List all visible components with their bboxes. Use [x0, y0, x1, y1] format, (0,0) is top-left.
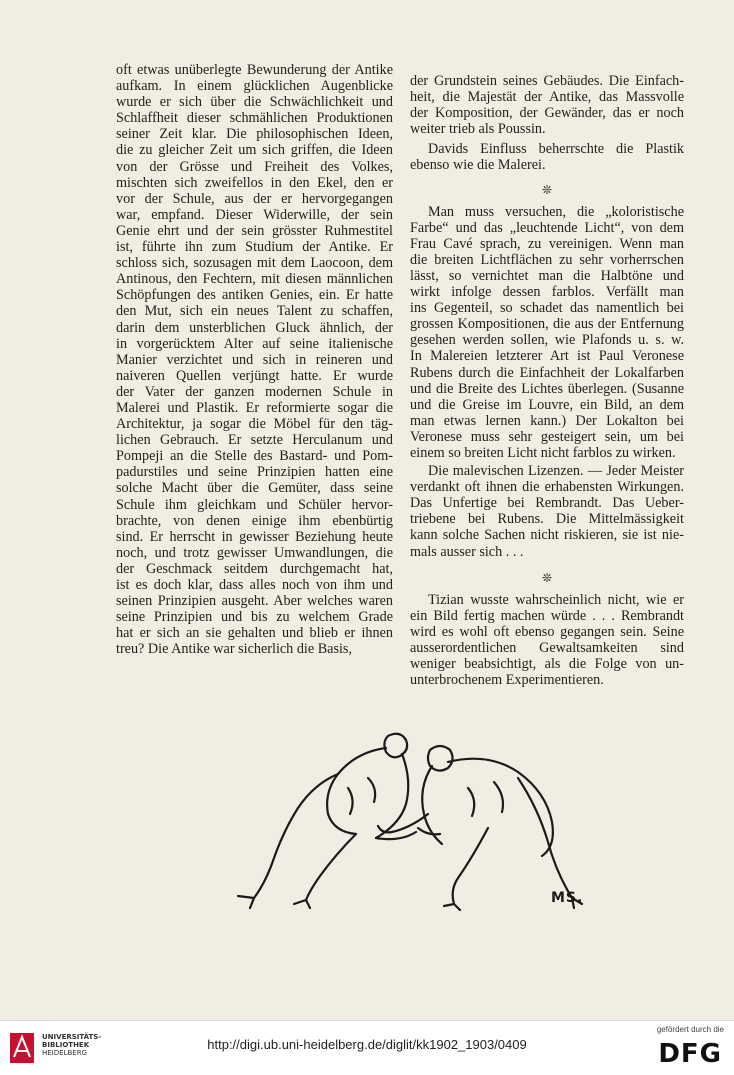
text-line: Antinous, den Fechtern, mit diesen männlichen: [116, 271, 393, 288]
library-name-line-1: UNIVERSITÄTS-: [42, 1033, 102, 1041]
text-line: Tizian wusste wahrscheinlich nicht, wie er: [428, 591, 684, 608]
right-paragraph-5: [410, 592, 684, 689]
text-line: wirkt infolge dessen farblos. Verfällt man: [410, 284, 684, 301]
funded-by-label: gefördert durch die: [656, 1025, 724, 1034]
text-line: treu? Die Antike war sicherlich die Basis,: [116, 641, 352, 658]
text-line: den Mut, sich ein neues Talent zu schaffen,: [116, 303, 393, 320]
text-line: Manier verzichtet und sich in reineren und: [116, 351, 393, 368]
text-line: Pompeji an die Stelle des Bastard- und Pom-: [116, 448, 393, 465]
text-line: In Malereien letzterer Art ist Paul Veronese: [410, 348, 684, 365]
dfg-logo: DFG: [658, 1039, 722, 1069]
text-line: der Vater der ganzen modernen Schule in: [116, 383, 393, 400]
text-line: war, empfand. Dieser Widerwille, der sein: [116, 206, 393, 223]
text-line: ebenso wie die Malerei.: [410, 157, 546, 174]
right-paragraph-4: [410, 463, 684, 560]
wrestlers-drawing: [218, 718, 598, 918]
section-separator-icon: ❊: [541, 182, 553, 197]
text-line: brachte, von denen einige ihm ebenbürtig: [116, 512, 393, 529]
text-line: man etwas lernen kann.) Der Lokalton bei: [410, 412, 684, 429]
text-line: Genie ehrt und der sein grösster Ruhmestitel: [116, 222, 393, 239]
library-name-line-3: HEIDELBERG: [42, 1049, 87, 1057]
text-line: schloss sich, sozusagen mit dem Laocoon, dem: [116, 255, 393, 272]
text-line: kann solche Sachen nicht riskieren, sie ist nie-: [410, 527, 684, 544]
text-line: wird es wohl oft ebenso gegangen sein. Seine: [410, 623, 684, 640]
wrestlers-illustration: [218, 718, 598, 918]
artist-signature: MS.: [551, 890, 584, 906]
right-text-column: [410, 73, 684, 688]
section-separator-icon-2: ❊: [541, 570, 553, 585]
text-line: noch, und trotz gewisser Umwandlungen, die: [116, 544, 393, 561]
text-line: Veronese muss sehr gesteigert sein, um bei: [410, 428, 684, 445]
text-line: Farbe“ und das „leuchtende Licht“, von dem: [410, 219, 684, 236]
text-line: einem so breiten Licht nicht farblos zu wirken.: [410, 444, 676, 461]
text-line: gesehen werden sollen, wie Plafonds u. s. w.: [410, 332, 684, 349]
text-line: hat er sich an sie gehalten und blieb er ihnen: [116, 625, 393, 642]
text-line: mischten sich zweifellos in den Ekel, den er: [116, 174, 393, 191]
text-line: vor der Schule, aus der er hervorgegangen: [116, 190, 393, 207]
text-line: naiveren Quellen verjüngt hatte. Er wurde: [116, 367, 393, 384]
text-line: aufkam. In einem glücklichen Augenblicke: [116, 78, 393, 95]
text-line: Die malevischen Lizenzen. — Jeder Meister: [428, 463, 684, 480]
text-line: Das Unfertige bei Rembrandt. Das Ueber-: [410, 495, 684, 512]
text-line: padurstiles und seine Prinzipien hatten eine: [116, 464, 393, 481]
text-line: mals ausser sich . . .: [410, 543, 524, 560]
text-line: Man muss versuchen, die „koloristische: [428, 203, 684, 220]
text-line: von der Grösse und Freiheit des Volkes,: [116, 158, 393, 175]
text-line: die zu gleicher Zeit um sich griffen, die Ideen: [116, 142, 393, 159]
text-line: grossen Kompositionen, die aus der Entfernung: [410, 316, 684, 333]
text-line: Frau Cavé sprach, zu vereinigen. Wenn man: [410, 235, 684, 252]
text-line: ins Gegenteil, so schadet das namentlich bei: [410, 300, 684, 317]
text-line: ausserordentlichen Gewaltsamkeiten sind: [410, 639, 684, 656]
text-line: Rubens durch die Einfachheit der Lokalfarben: [410, 364, 684, 381]
text-line: triebene bei Rubens. Die Mittelmässigkeit: [410, 511, 684, 528]
right-paragraph-1: [410, 73, 684, 137]
text-line: wurde er sich über die Schwächlichkeit und: [116, 94, 393, 111]
text-line: lässt, so vernichtet man die Halbtöne und: [410, 267, 684, 284]
text-line: unterbrochenem Experimentieren.: [410, 672, 604, 689]
text-line: seinen Prinzipien ausgeht. Aber welches waren: [116, 593, 393, 610]
text-line: ein Bild fertig machen würde . . . Rembrandt: [410, 607, 684, 624]
text-line: sind. Er herrscht in gewisser Beziehung heute: [116, 528, 393, 545]
library-name-line-2: BIBLIOTHEK: [42, 1041, 90, 1049]
text-line: lichen Gebrauch. Er setzte Herculanum und: [116, 432, 393, 449]
footer-bar: [0, 1020, 734, 1075]
text-line: Davids Einfluss beherrschte die Plastik: [428, 141, 684, 158]
text-line: solche Macht über die Gemüter, dass seine: [116, 480, 393, 497]
text-line: der Grundstein seines Gebäudes. Die Einfach-: [410, 73, 684, 89]
left-text-column: [116, 62, 393, 657]
text-line: und die Breite des Lichtes überlegen. (Susanne: [410, 380, 684, 397]
text-line: Schule ihm gleichkam und Schüler hervor-: [116, 496, 393, 513]
right-paragraph-3: [410, 204, 684, 462]
text-line: weiter trieb als Poussin.: [410, 121, 546, 138]
text-line: heit, die Majestät der Antike, das Massvolle: [410, 89, 684, 106]
text-line: Schöpfungen des antiken Genies, ein. Er hatte: [116, 287, 393, 304]
text-line: Schlaffheit dieser schmählichen Produktionen: [116, 110, 393, 127]
text-line: seiner Zeit klar. Die philosophischen Ideen,: [116, 126, 393, 143]
text-line: seine Prinzipien und bis zu welchem Grade: [116, 609, 393, 626]
text-line: die breiten Lichtflächen zu sehr vorherrschen: [410, 251, 684, 268]
text-line: ist, führte ihn zum Studium der Antike. Er: [116, 239, 393, 256]
text-line: und die Greise im Louvre, ein Bild, an dem: [410, 396, 684, 413]
text-line: in vorgerücktem Alter auf seine italienische: [116, 335, 393, 352]
digital-object-url[interactable]: http://digi.ub.uni-heidelberg.de/diglit/kk1902_1903/0409: [207, 1037, 527, 1052]
text-line: oft etwas unüberlegte Bewunderung der Antike: [116, 62, 393, 78]
text-line: der Komposition, der Gewänder, das er noch: [410, 105, 684, 122]
text-line: Architektur, ja sogar die Möbel für den täg-: [116, 416, 393, 433]
text-line: der Geschmack seitdem durchgemacht hat,: [116, 560, 393, 577]
text-line: verdankt oft ihnen die erhabensten Wirkungen.: [410, 479, 684, 496]
text-line: ist es doch klar, dass alles noch von ihm und: [116, 577, 393, 593]
text-line: Malerei und Plastik. Er reformierte sogar die: [116, 399, 393, 416]
text-line: weniger beabsichtigt, als die Folge von un-: [410, 656, 684, 672]
right-paragraph-2: [410, 141, 684, 173]
text-line: darin dem unsterblichen Gluck ähnlich, der: [116, 319, 393, 336]
